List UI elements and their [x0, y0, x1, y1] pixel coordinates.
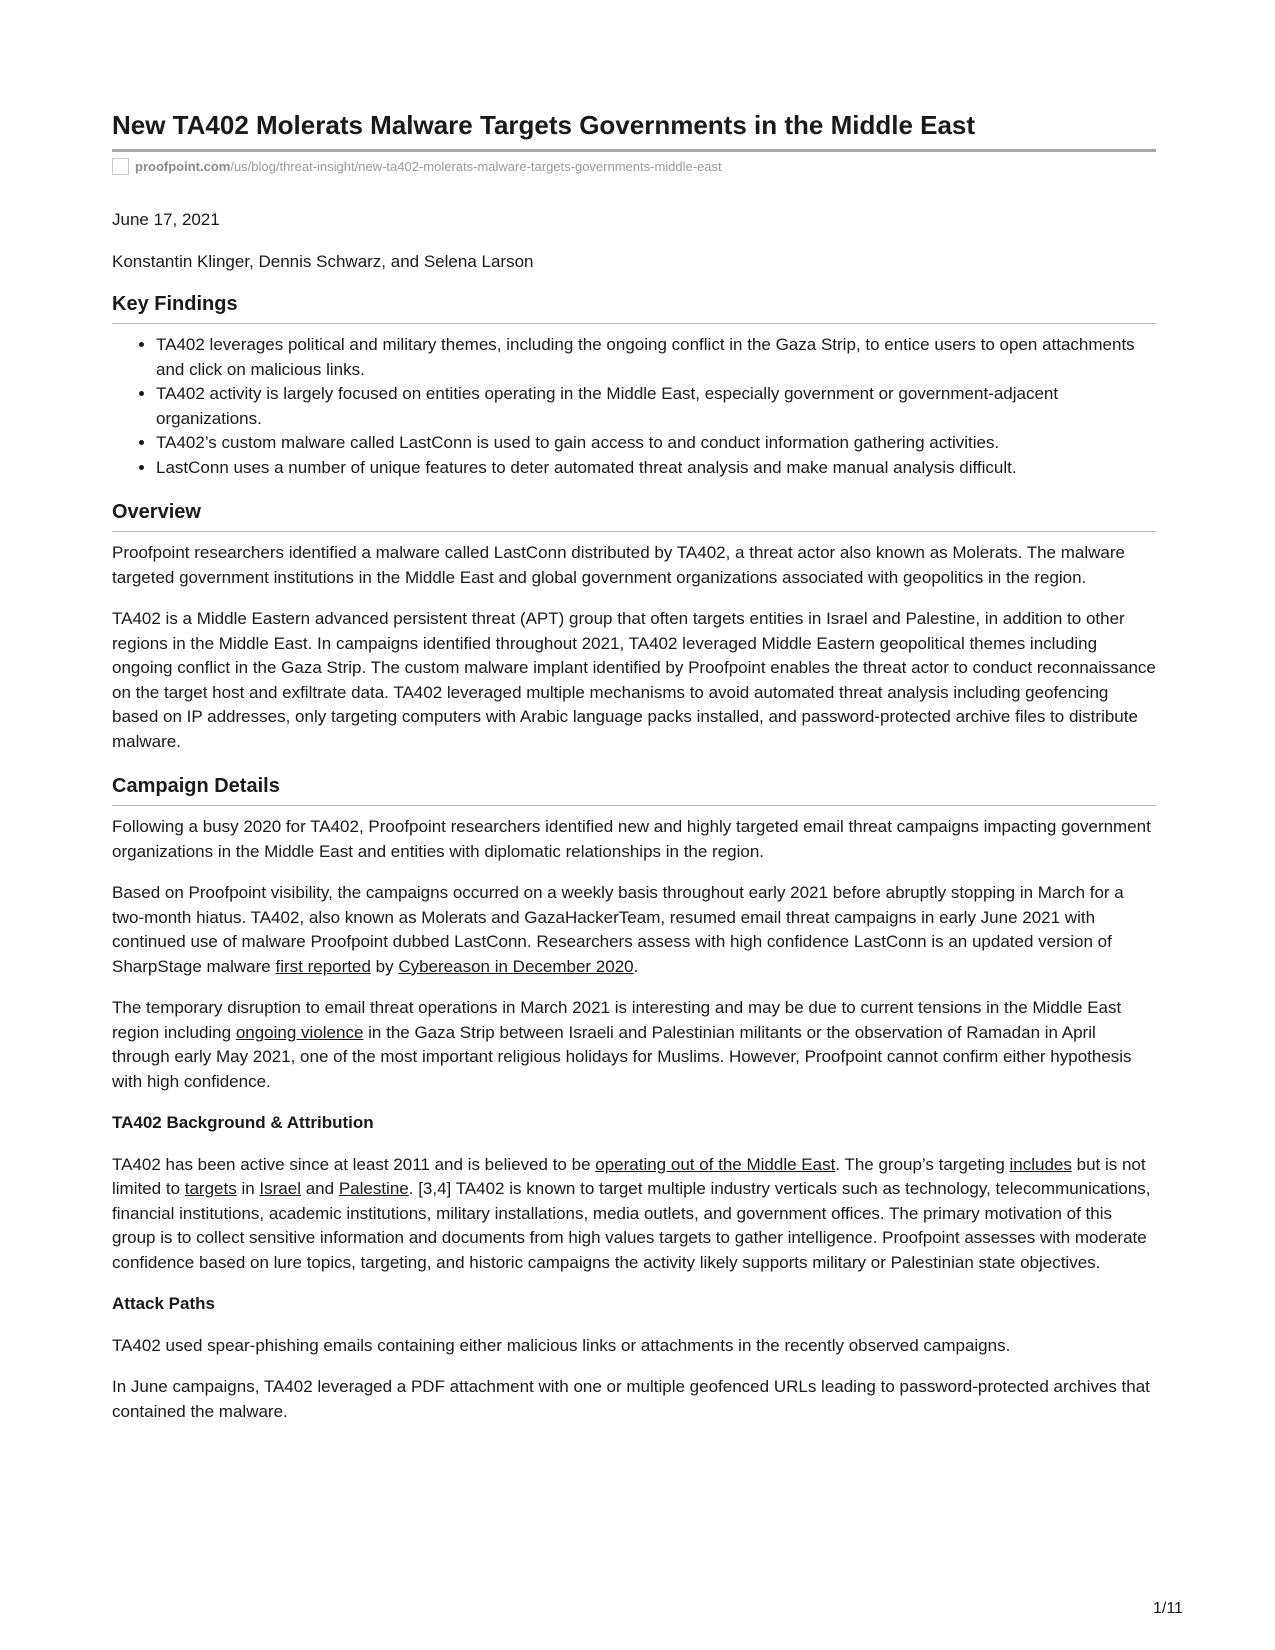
- campaign-paragraph-2: Based on Proofpoint visibility, the campaigns occurred on a weekly basis throughout early 2021 before abruptly stopping in March for a two-month hiatus. TA402, also known as Molerats and GazaHackerTeam, resumed email threat campaigns in early June 2021 with continued use of malware Proofpoint dubbed LastConn. Researchers assess with high confidence LastConn is an updated version of SharpStage malware first reported by Cybereason in December 2020.: [112, 883, 1124, 976]
- attack-paths-heading: Attack Paths: [112, 1294, 215, 1314]
- page-number: 1/11: [1153, 1600, 1183, 1617]
- overview-paragraph-1: Proofpoint researchers identified a malware called LastConn distributed by TA402, a threat actor also known as Molerats. The malware targeted government institutions in the Middle East and global government organizations associated with geopolitics in the region.: [112, 543, 1125, 587]
- source-url: [112, 158, 1156, 175]
- palestine-link[interactable]: Palestine: [338, 1179, 409, 1199]
- favicon-placeholder-icon: [112, 158, 129, 175]
- source-path[interactable]: /us/blog/threat-insight/new-ta402-molerats-malware-targets-governments-middle-east: [230, 159, 722, 175]
- page-title: New TA402 Molerats Malware Targets Governments in the Middle East: [112, 110, 1156, 152]
- israel-link[interactable]: Israel: [259, 1179, 301, 1199]
- overview-paragraph-2: TA402 is a Middle Eastern advanced persistent threat (APT) group that often targets entities in Israel and Palestine, in addition to other regions in the Middle East. In campaigns identified throughout 2021, TA402 leveraged Middle Eastern geopolitical themes including ongoing conflict in the Gaza Strip. The custom malware implant identified by Proofpoint enables the threat actor to conduct reconnaissance on the target host and exfiltrate data. TA402 leveraged multiple mechanisms to avoid automated threat analysis including geofencing based on IP addresses, only targeting computers with Arabic language packs installed, and password-protected archive files to distribute malware.: [112, 609, 1156, 751]
- first-reported-link[interactable]: first reported: [275, 956, 371, 976]
- key-findings-heading: Key Findings: [112, 292, 1156, 324]
- cybereason-link[interactable]: Cybereason in December 2020: [398, 956, 634, 976]
- operating-middle-east-link[interactable]: operating out of the Middle East: [595, 1154, 836, 1174]
- key-findings-list: [112, 333, 1156, 480]
- article: [112, 110, 1156, 1424]
- attack-paths-paragraph-1: TA402 used spear-phishing emails containing either malicious links or attachments in the recently observed campaigns.: [112, 1335, 1011, 1355]
- attack-paths-paragraph-2: In June campaigns, TA402 leveraged a PDF attachment with one or multiple geofenced URLs leading to password-protected archives that contained the malware.: [112, 1377, 1150, 1421]
- includes-link[interactable]: includes: [1009, 1154, 1072, 1174]
- publish-date: June 17, 2021: [112, 210, 220, 230]
- source-domain[interactable]: proofpoint.com: [135, 159, 231, 175]
- authors: Konstantin Klinger, Dennis Schwarz, and Selena Larson: [112, 252, 534, 272]
- campaign-paragraph-1: Following a busy 2020 for TA402, Proofpoint researchers identified new and highly targeted email threat campaigns impacting government organizations in the Middle East and entities with diplomatic relationships in the region.: [112, 817, 1151, 861]
- campaign-paragraph-3: The temporary disruption to email threat operations in March 2021 is interesting and may be due to current tensions in the Middle East region including ongoing violence in the Gaza Strip between Israeli and Palestinian militants or the observation of Ramadan in April through early May 2021, one of the most important religious holidays for Muslims. However, Proofpoint cannot confirm either hypothesis with high confidence.: [112, 998, 1132, 1091]
- ongoing-violence-link[interactable]: ongoing violence: [235, 1022, 364, 1042]
- list-item: • TA402 leverages political and military themes, including the ongoing conflict in the Gaza Strip, to entice users to open attachments and click on malicious links.: [156, 333, 1156, 382]
- list-item: • TA402’s custom malware called LastConn is used to gain access to and conduct information gathering activities.: [156, 431, 1156, 456]
- background-paragraph: TA402 has been active since at least 2011 and is believed to be operating out of the Middle East. The group’s targeting includes but is not limited to targets in Israel and Palestine. [3,4] TA402 is known to target multiple industry verticals such as technology, telecommunications, financial institutions, academic institutions, military installations, media outlets, and government offices. The primary motivation of this group is to collect sensitive information and documents from high values targets to gather intelligence. Proofpoint assesses with moderate confidence based on lure topics, targeting, and historic campaigns the activity likely supports military or Palestinian state objectives.: [112, 1154, 1151, 1272]
- targets-link[interactable]: targets: [184, 1179, 237, 1199]
- list-item: • TA402 activity is largely focused on entities operating in the Middle East, especially government or government-adjacent organizations.: [156, 382, 1156, 431]
- campaign-details-heading: Campaign Details: [112, 774, 1156, 806]
- overview-heading: Overview: [112, 500, 1156, 532]
- list-item: • LastConn uses a number of unique features to deter automated threat analysis and make manual analysis difficult.: [156, 456, 1156, 481]
- background-heading: TA402 Background & Attribution: [112, 1113, 374, 1133]
